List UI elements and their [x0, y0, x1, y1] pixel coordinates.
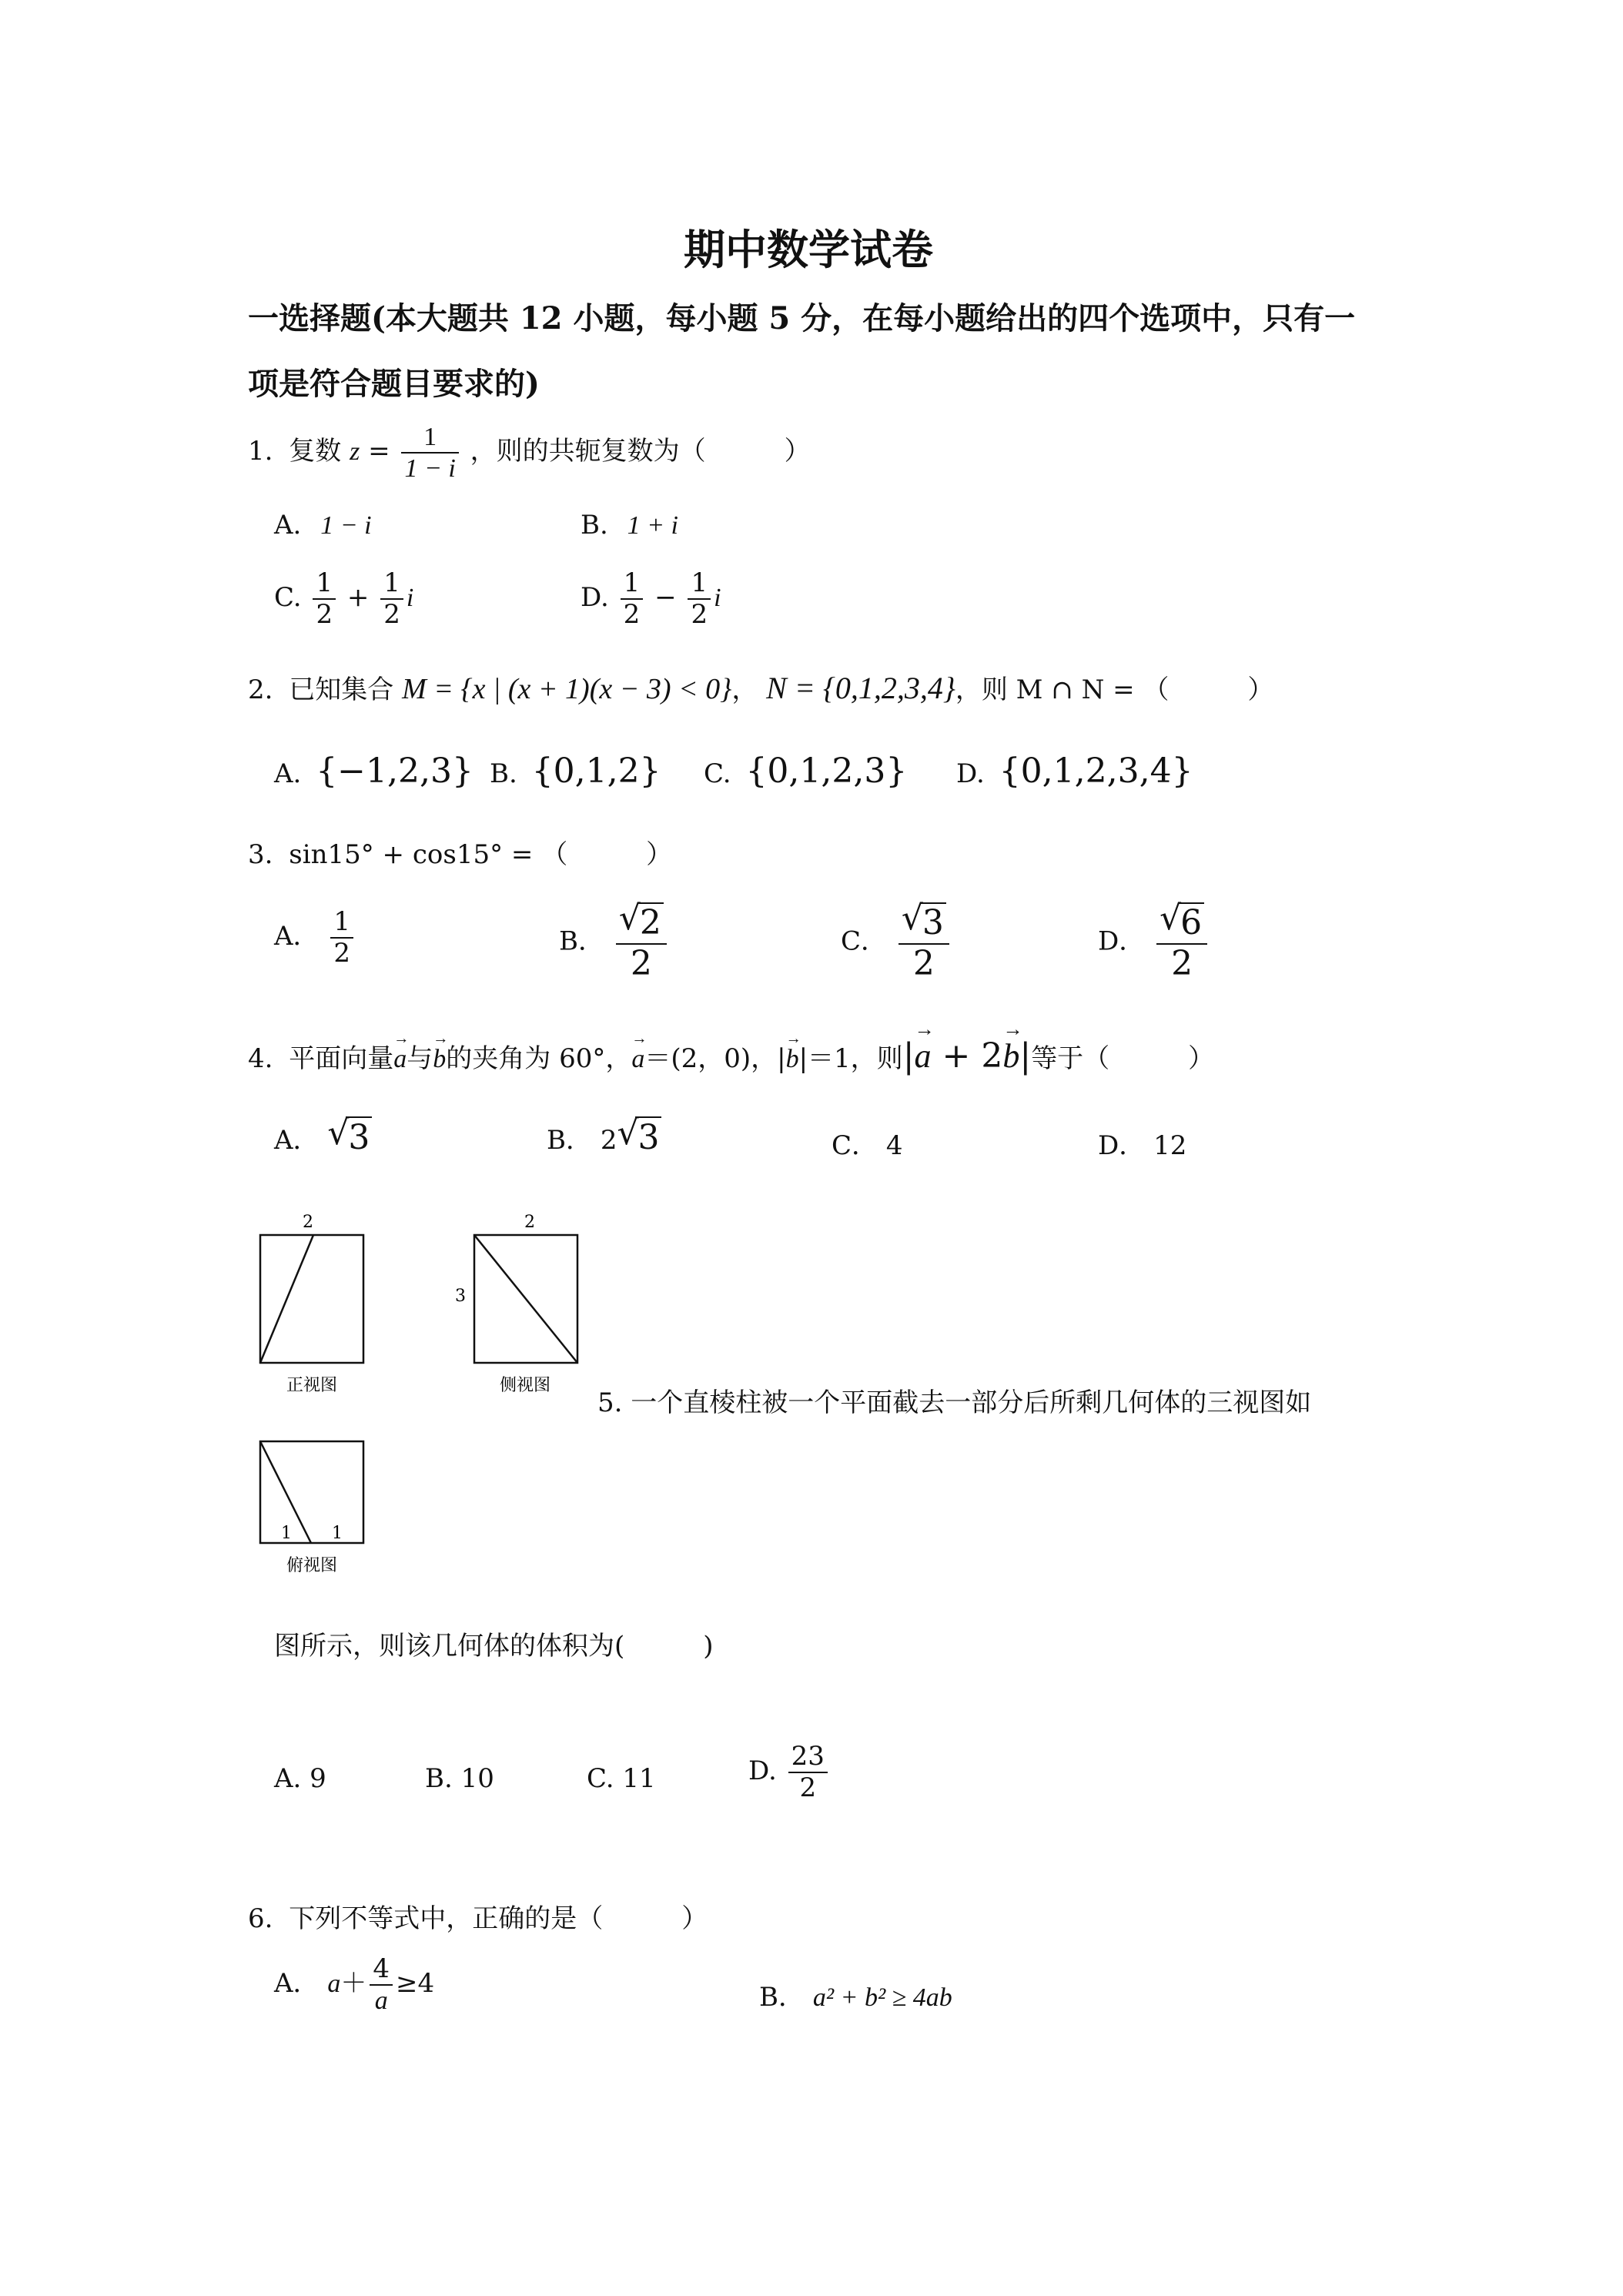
question-text: 的夹角为 60°，	[446, 1043, 632, 1074]
option-value: {0,1,2,3,4}	[999, 751, 1193, 791]
option-label: A.	[274, 510, 302, 541]
question-5-line2: 图所示，则该几何体的体积为( )	[274, 1631, 714, 1662]
front-view-caption: 正视图	[286, 1376, 338, 1395]
fraction-numerator: 1	[330, 907, 353, 939]
q2-option-a[interactable]	[274, 751, 474, 791]
fraction-denominator: 2	[383, 599, 400, 631]
question-text: 已知集合	[289, 674, 394, 705]
math-variable: a	[327, 1970, 341, 1999]
vector-a: a →	[393, 1045, 407, 1074]
front-view	[260, 1213, 363, 1395]
option-label: B．	[559, 925, 604, 957]
question-text: 与	[407, 1043, 433, 1074]
set-n: N = {0,1,2,3,4}	[766, 671, 955, 705]
top-view-left-label: 1	[281, 1524, 292, 1543]
top-view-caption: 俯视图	[286, 1556, 338, 1575]
imaginary-unit: i	[714, 584, 721, 613]
q3-option-a[interactable]	[274, 907, 356, 969]
option-label: B.	[490, 758, 517, 789]
radicand: 3	[635, 1116, 661, 1157]
q3-option-c[interactable]	[841, 902, 952, 983]
math-variable: z	[350, 437, 360, 467]
option-value: 12	[1153, 1130, 1187, 1161]
fraction	[330, 907, 353, 969]
option-label: D.	[748, 1755, 777, 1787]
fraction-denominator: 2	[1171, 943, 1193, 983]
question-number: 2.	[248, 674, 273, 705]
q1-option-d[interactable]	[581, 568, 721, 630]
radicand: 3	[920, 902, 946, 943]
sqrt	[327, 1116, 372, 1157]
inequality-rest: ≥4	[396, 1968, 435, 2000]
question-expression: sin15° + cos15° =	[289, 839, 534, 870]
side-view-caption: 侧视图	[499, 1376, 551, 1395]
top-view	[260, 1441, 363, 1575]
fraction	[380, 568, 403, 630]
operator: +	[346, 582, 370, 614]
sqrt	[617, 1116, 661, 1157]
option-value: a² + b² ≥ 4ab	[812, 1983, 952, 2012]
option-value: {0,1,2,3}	[745, 751, 908, 791]
answer-paren: （ ）	[541, 839, 673, 870]
option-label: A．	[274, 921, 320, 952]
question-text-rest: 等于（ ）	[1031, 1043, 1215, 1074]
fraction-numerator: 1	[688, 568, 711, 600]
q2-option-d[interactable]	[956, 751, 1193, 791]
fraction-denominator: 2	[691, 599, 708, 631]
option-label: B．	[759, 1982, 805, 2013]
fraction	[616, 902, 667, 983]
question-2	[248, 668, 1273, 706]
q4-option-d[interactable]	[1098, 1124, 1186, 1162]
fraction-denominator: 2	[333, 938, 351, 969]
fraction-denominator: 2	[316, 599, 333, 631]
fraction-denominator: 2	[630, 943, 652, 983]
front-view-top-label: 2	[303, 1213, 313, 1232]
fraction	[1156, 902, 1207, 983]
fraction-numerator: 4	[370, 1954, 393, 1986]
fraction-numerator	[616, 902, 667, 945]
section-heading-line2: 项是符合题目要求的)	[248, 366, 540, 402]
q6-option-a[interactable]	[274, 1954, 434, 2016]
q2-option-c[interactable]	[704, 751, 907, 791]
question-1	[248, 422, 811, 484]
option-label: B．	[547, 1125, 592, 1156]
fraction-numerator: 23	[788, 1742, 828, 1773]
fraction	[899, 902, 949, 983]
option-label: C.	[704, 758, 731, 789]
question-text-rest: ，则的共轭复数为（ ）	[470, 436, 811, 467]
q5-option-a[interactable]: A. 9	[274, 1763, 326, 1794]
top-view-right-label: 1	[332, 1524, 343, 1543]
fraction-numerator: 1	[380, 568, 403, 600]
vector-b: b →	[433, 1045, 446, 1074]
option-label: A.	[274, 758, 302, 789]
sqrt	[619, 902, 664, 943]
q5-option-b[interactable]: B. 10	[425, 1763, 494, 1794]
q1-option-c[interactable]	[274, 568, 413, 630]
side-view-left-label: 3	[455, 1287, 466, 1306]
q4-option-c[interactable]	[832, 1124, 902, 1162]
side-view-top-label: 2	[524, 1213, 535, 1232]
fraction-denominator: 2	[912, 943, 935, 983]
question-6	[248, 1897, 708, 1935]
q1-option-b[interactable]	[581, 510, 678, 541]
option-label: D．	[1098, 1130, 1146, 1161]
fraction	[370, 1954, 393, 2016]
q4-option-b[interactable]	[547, 1116, 661, 1157]
option-value: {−1,2,3}	[316, 751, 474, 791]
option-value: {0,1,2}	[531, 751, 661, 791]
fraction	[401, 422, 458, 484]
option-label: A．	[274, 1125, 320, 1156]
question-number: 1.	[248, 436, 273, 467]
coefficient: 2	[600, 1125, 617, 1156]
three-view-diagram	[246, 1209, 601, 1594]
q4-option-a[interactable]	[274, 1116, 372, 1157]
question-number: 3.	[248, 839, 273, 870]
math-equals: =	[368, 436, 390, 467]
fraction-numerator	[899, 902, 949, 945]
sqrt	[1160, 902, 1204, 943]
fraction-numerator: 1	[313, 568, 336, 600]
q5-option-c[interactable]: C. 11	[587, 1763, 656, 1794]
option-label: D.	[581, 582, 609, 614]
q3-option-d[interactable]	[1098, 902, 1210, 983]
page-title: 期中数学试卷	[684, 225, 933, 274]
option-value: 1 + i	[627, 511, 678, 540]
question-3	[248, 833, 672, 871]
option-value: 1 − i	[320, 511, 372, 540]
top-view-rect	[260, 1441, 363, 1543]
question-text: |＝1，则	[798, 1043, 903, 1074]
question-number: 4.	[248, 1043, 273, 1074]
radicand: 6	[1178, 902, 1204, 943]
q3-option-b[interactable]	[559, 902, 670, 983]
option-label: B.	[581, 510, 608, 541]
expression-middle: + 2	[931, 1036, 1003, 1076]
fraction-numerator	[1156, 902, 1207, 945]
question-number: 6.	[248, 1903, 273, 1934]
separator: ，	[731, 674, 758, 705]
fraction	[688, 568, 711, 630]
set-m: M = {x | (x + 1)(x − 3) < 0}	[402, 673, 732, 705]
fraction	[621, 568, 644, 630]
sqrt	[902, 902, 946, 943]
side-view	[455, 1213, 577, 1395]
vector-b: b →	[786, 1045, 799, 1074]
vector-b: b →	[1002, 1036, 1019, 1076]
fraction	[313, 568, 336, 630]
front-view-diagonal	[260, 1235, 313, 1363]
fraction	[788, 1742, 828, 1803]
norm-bar-left: |	[902, 1036, 915, 1076]
fraction-denominator: 1 − i	[404, 454, 456, 484]
question-4	[248, 1036, 1214, 1076]
fraction-denominator: 2	[623, 599, 641, 631]
option-label: D.	[956, 758, 985, 789]
section-heading-line1: 一选择题(本大题共 12 小题，每小题 5 分，在每小题给出的四个选项中，只有一	[248, 300, 1356, 336]
option-label: A．	[274, 1968, 320, 2000]
side-view-diagonal	[474, 1235, 577, 1363]
question-text: ＝(2，0)，|	[644, 1043, 786, 1074]
question-text: 下列不等式中，正确的是（ ）	[289, 1903, 708, 1934]
question-text: 平面向量	[289, 1043, 394, 1074]
q6-option-b[interactable]	[759, 1976, 952, 2013]
operator: ＋	[340, 1968, 367, 2000]
fraction-denominator: 2	[799, 1772, 817, 1804]
radicand: 2	[637, 902, 664, 943]
fraction-numerator: 1	[401, 422, 458, 454]
imaginary-unit: i	[406, 584, 414, 613]
option-label: C．	[841, 925, 888, 957]
question-text: 复数	[289, 436, 342, 467]
option-label: D．	[1098, 925, 1146, 957]
radicand: 3	[346, 1116, 372, 1157]
q1-option-a[interactable]	[274, 510, 372, 541]
option-value: 4	[885, 1130, 903, 1161]
vector-a: a →	[915, 1036, 932, 1076]
fraction-numerator: 1	[621, 568, 644, 600]
front-view-rect	[260, 1235, 363, 1363]
operator: −	[654, 582, 677, 614]
fraction-denominator: a	[374, 1986, 388, 2016]
norm-bar-right: |	[1019, 1036, 1032, 1076]
option-label: C．	[832, 1130, 878, 1161]
vector-a: a →	[631, 1045, 644, 1074]
question-5-line1: 5. 一个直棱柱被一个平面截去一部分后所剩几何体的三视图如	[597, 1387, 1312, 1418]
question-text-rest: ，则 M ∩ N = （ ）	[955, 674, 1274, 705]
q2-option-b[interactable]	[490, 751, 661, 791]
option-label: C.	[274, 582, 302, 614]
q5-option-d[interactable]	[748, 1742, 831, 1803]
